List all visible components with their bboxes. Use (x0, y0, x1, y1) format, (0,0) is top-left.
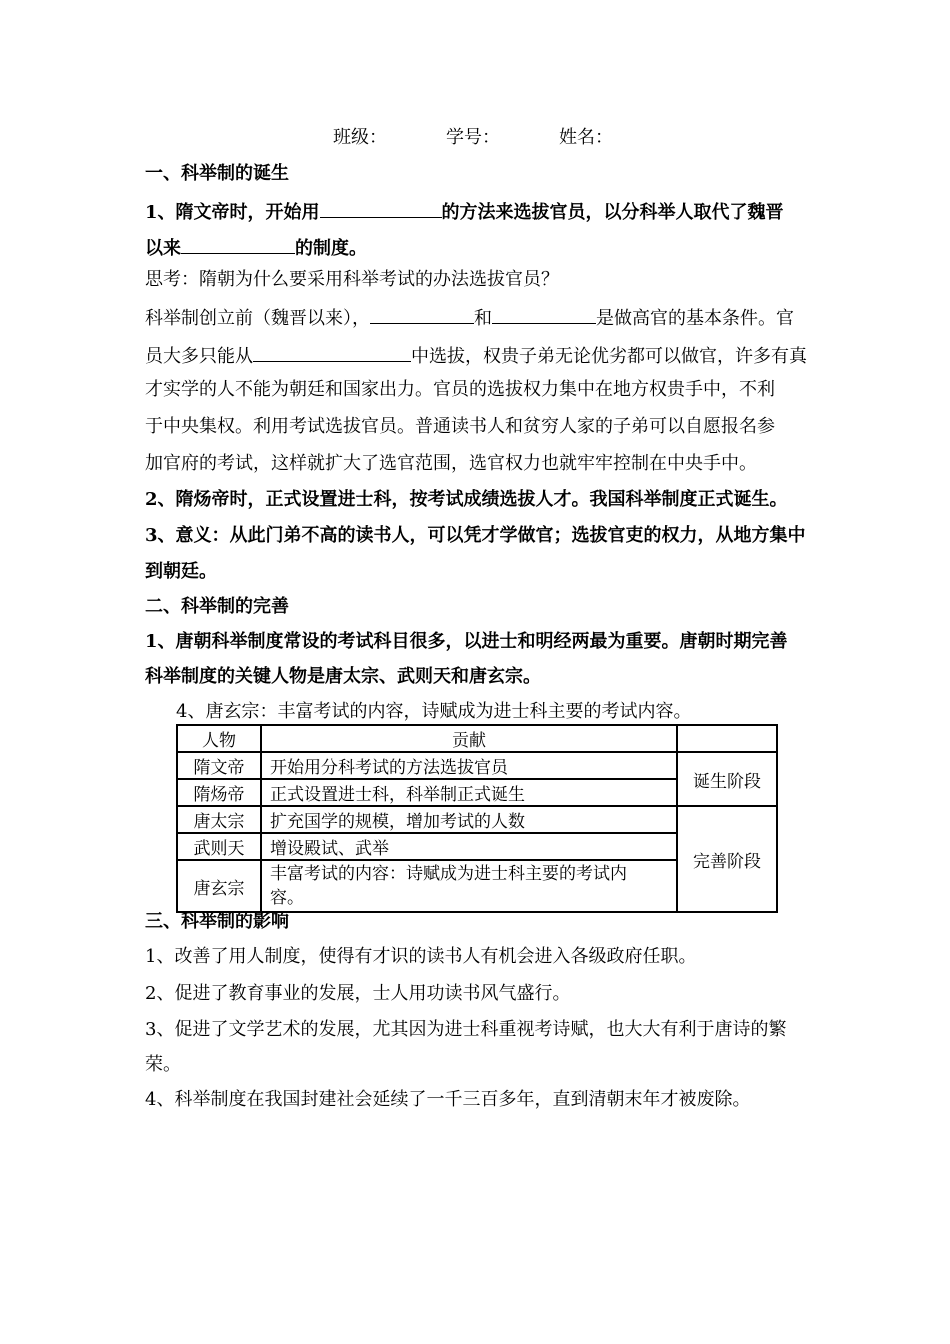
table-header-row (177, 725, 777, 752)
contribution-text: 丰富考试的内容：诗赋成为进士科主要的考试内 (270, 864, 627, 884)
stage-cell-birth: 诞生阶段 (677, 752, 777, 806)
contribution-cell: 扩充国学的规模，增加考试的人数 (261, 806, 677, 833)
section2-item1-line1: 1、唐朝科举制度常设的考试科目很多，以进士和明经两最为重要。唐朝时期完善 (145, 631, 788, 652)
contribution-cell-multiline (261, 860, 677, 912)
section2-item4: 4、唐玄宗：丰富考试的内容，诗赋成为进士科主要的考试内容。 (176, 701, 692, 722)
section1-item1-line1 (145, 197, 784, 225)
person-cell: 隋炀帝 (177, 779, 261, 806)
name-label: 姓名： (559, 127, 613, 148)
contribution-cell: 正式设置进士科，科举制正式诞生 (261, 779, 677, 806)
section1-title: 一、科举制的诞生 (145, 163, 289, 184)
student-id-label: 学号： (446, 127, 500, 148)
blank-condition-2[interactable] (492, 303, 596, 324)
section1-item2: 2、隋炀帝时，正式设置进士科，按考试成绩选拔人才。我国科举制度正式诞生。 (145, 489, 788, 510)
table-row (177, 752, 777, 779)
header-stage-empty (677, 725, 777, 752)
contribution-table (176, 724, 778, 913)
para-line5: 加官府的考试，这样就扩大了选官范围，选官权力也就牢牢控制在中央手中。 (145, 453, 757, 474)
section1-item3-line1: 3、意义：从此门弟不高的读书人，可以凭才学做官；选拔官吏的权力，从地方集中 (145, 525, 806, 546)
para-text-d: 员大多只能从 (145, 346, 253, 367)
section1-item1-line2 (145, 233, 367, 261)
header-contribution: 贡献 (261, 725, 677, 752)
para-line1 (145, 303, 794, 331)
section1-item1-text-d: 的制度。 (295, 238, 367, 259)
blank-selection-source[interactable] (253, 341, 411, 362)
section2-item1-line2: 科举制度的关键人物是唐太宗、武则天和唐玄宗。 (145, 666, 541, 687)
blank-system[interactable] (181, 233, 295, 254)
para-text-b: 和 (474, 308, 492, 329)
para-text-a: 科举制创立前（魏晋以来）， (145, 308, 370, 329)
para-text-c: 是做高官的基本条件。官 (596, 308, 794, 329)
section3-item3-line2: 荣。 (145, 1054, 181, 1075)
para-line3: 才实学的人不能为朝廷和国家出力。官员的选拔权力集中在地方权贵手中，不利 (145, 379, 775, 400)
class-label: 班级： (333, 127, 387, 148)
contribution-text-cont: 容。 (270, 888, 304, 908)
section3-item3-line1: 3、促进了文学艺术的发展，尤其因为进士科重视考诗赋，也大大有利于唐诗的繁 (145, 1019, 787, 1040)
person-cell: 隋文帝 (177, 752, 261, 779)
table-row (177, 806, 777, 833)
para-line4: 于中央集权。利用考试选拔官员。普通读书人和贫穷人家的子弟可以自愿报名参 (145, 416, 775, 437)
section3-item1: 1、改善了用人制度，使得有才识的读书人有机会进入各级政府任职。 (145, 946, 697, 967)
blank-condition-1[interactable] (370, 303, 474, 324)
section1-item1-text-b: 的方法来选拔官员，以分科举人取代了魏晋 (441, 202, 784, 223)
section3-item2: 2、促进了教育事业的发展，士人用功读书风气盛行。 (145, 983, 571, 1004)
person-cell: 唐太宗 (177, 806, 261, 833)
para-text-e: 中选拔，权贵子弟无论优劣都可以做官，许多有真 (411, 346, 807, 367)
section3-item4: 4、科举制度在我国封建社会延续了一千三百多年，直到清朝末年才被废除。 (145, 1089, 751, 1110)
header-person: 人物 (177, 725, 261, 752)
person-cell: 唐玄宗 (177, 860, 261, 912)
blank-method[interactable] (320, 197, 442, 218)
section1-item3-line2: 到朝廷。 (145, 561, 217, 582)
section2-title: 二、科举制的完善 (145, 596, 289, 617)
think-question: 思考：隋朝为什么要采用科举考试的办法选拔官员？ (145, 269, 559, 290)
section3-title: 三、科举制的影响 (145, 911, 289, 932)
stage-cell-improve: 完善阶段 (677, 806, 777, 912)
person-cell: 武则天 (177, 833, 261, 860)
contribution-cell: 开始用分科考试的方法选拔官员 (261, 752, 677, 779)
section1-item1-text-c: 以来 (145, 238, 181, 259)
section1-item1-text-a: 1、隋文帝时，开始用 (145, 202, 320, 223)
contribution-cell: 增设殿试、武举 (261, 833, 677, 860)
para-line2 (145, 341, 807, 369)
